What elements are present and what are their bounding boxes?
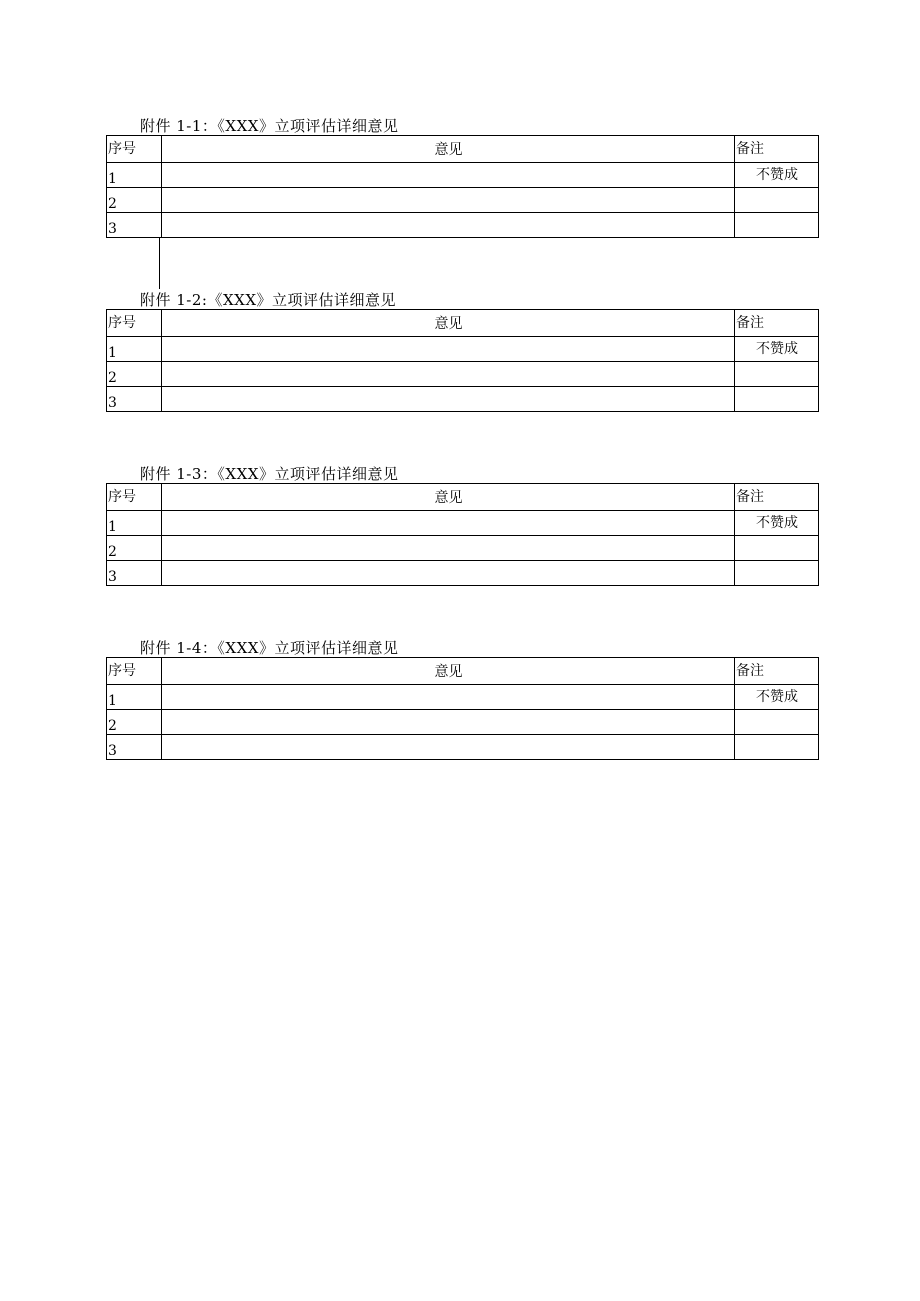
row-opinion-cell[interactable] xyxy=(162,213,735,238)
header-opinion: 意见 xyxy=(162,136,735,163)
opinion-table xyxy=(106,483,819,586)
row-opinion-cell[interactable] xyxy=(162,735,735,760)
table-row xyxy=(107,337,819,362)
header-opinion: 意见 xyxy=(162,310,735,337)
row-no: 2 xyxy=(107,710,162,735)
header-no: 序号 xyxy=(107,658,162,685)
opinion-table xyxy=(106,657,819,760)
header-no: 序号 xyxy=(107,136,162,163)
row-remark-cell[interactable] xyxy=(735,188,819,213)
table-row xyxy=(107,188,819,213)
table-row xyxy=(107,163,819,188)
row-no: 3 xyxy=(107,213,162,238)
row-opinion-cell[interactable] xyxy=(162,163,735,188)
row-opinion-cell[interactable] xyxy=(162,387,735,412)
row-remark-cell[interactable] xyxy=(735,213,819,238)
header-remark: 备注 xyxy=(735,484,819,511)
row-opinion-cell[interactable] xyxy=(162,337,735,362)
section-title: 附件 1-2:《XXX》立项评估详细意见 xyxy=(140,291,397,309)
row-remark-cell[interactable] xyxy=(735,710,819,735)
row-opinion-cell[interactable] xyxy=(162,536,735,561)
header-opinion: 意见 xyxy=(162,658,735,685)
header-opinion: 意见 xyxy=(162,484,735,511)
row-remark-cell[interactable] xyxy=(735,561,819,586)
row-opinion-cell[interactable] xyxy=(162,188,735,213)
row-no: 2 xyxy=(107,536,162,561)
table-row xyxy=(107,735,819,760)
row-opinion-cell[interactable] xyxy=(162,561,735,586)
opinion-table xyxy=(106,309,819,412)
row-opinion-cell[interactable] xyxy=(162,362,735,387)
table-row xyxy=(107,511,819,536)
row-no: 1 xyxy=(107,685,162,710)
row-opinion-cell[interactable] xyxy=(162,710,735,735)
table-row xyxy=(107,685,819,710)
row-no: 3 xyxy=(107,387,162,412)
row-no: 1 xyxy=(107,337,162,362)
header-no: 序号 xyxy=(107,310,162,337)
section-title: 附件 1-1：《XXX》立项评估详细意见 xyxy=(140,117,399,135)
table-row xyxy=(107,213,819,238)
row-no: 3 xyxy=(107,735,162,760)
table-row xyxy=(107,710,819,735)
table-row xyxy=(107,362,819,387)
section-title: 附件 1-3：《XXX》立项评估详细意见 xyxy=(140,465,399,483)
table-row xyxy=(107,536,819,561)
row-remark-cell[interactable]: 不赞成 xyxy=(735,511,819,536)
row-remark-cell[interactable] xyxy=(735,536,819,561)
row-remark-cell[interactable] xyxy=(735,362,819,387)
row-opinion-cell[interactable] xyxy=(162,511,735,536)
table-header-row xyxy=(107,136,819,163)
section-title: 附件 1-4：《XXX》立项评估详细意见 xyxy=(140,639,399,657)
header-remark: 备注 xyxy=(735,310,819,337)
row-remark-cell[interactable] xyxy=(735,735,819,760)
row-opinion-cell[interactable] xyxy=(162,685,735,710)
row-no: 3 xyxy=(107,561,162,586)
row-remark-cell[interactable] xyxy=(735,387,819,412)
header-remark: 备注 xyxy=(735,658,819,685)
header-remark: 备注 xyxy=(735,136,819,163)
row-no: 2 xyxy=(107,188,162,213)
row-remark-cell[interactable]: 不赞成 xyxy=(735,685,819,710)
table-row xyxy=(107,561,819,586)
table-row xyxy=(107,387,819,412)
row-no: 1 xyxy=(107,163,162,188)
row-remark-cell[interactable]: 不赞成 xyxy=(735,163,819,188)
row-remark-cell[interactable]: 不赞成 xyxy=(735,337,819,362)
row-no: 2 xyxy=(107,362,162,387)
row-no: 1 xyxy=(107,511,162,536)
table-header-row xyxy=(107,484,819,511)
table-header-row xyxy=(107,310,819,337)
table-header-row xyxy=(107,658,819,685)
opinion-table xyxy=(106,135,819,238)
table-divider-line xyxy=(159,237,160,289)
header-no: 序号 xyxy=(107,484,162,511)
